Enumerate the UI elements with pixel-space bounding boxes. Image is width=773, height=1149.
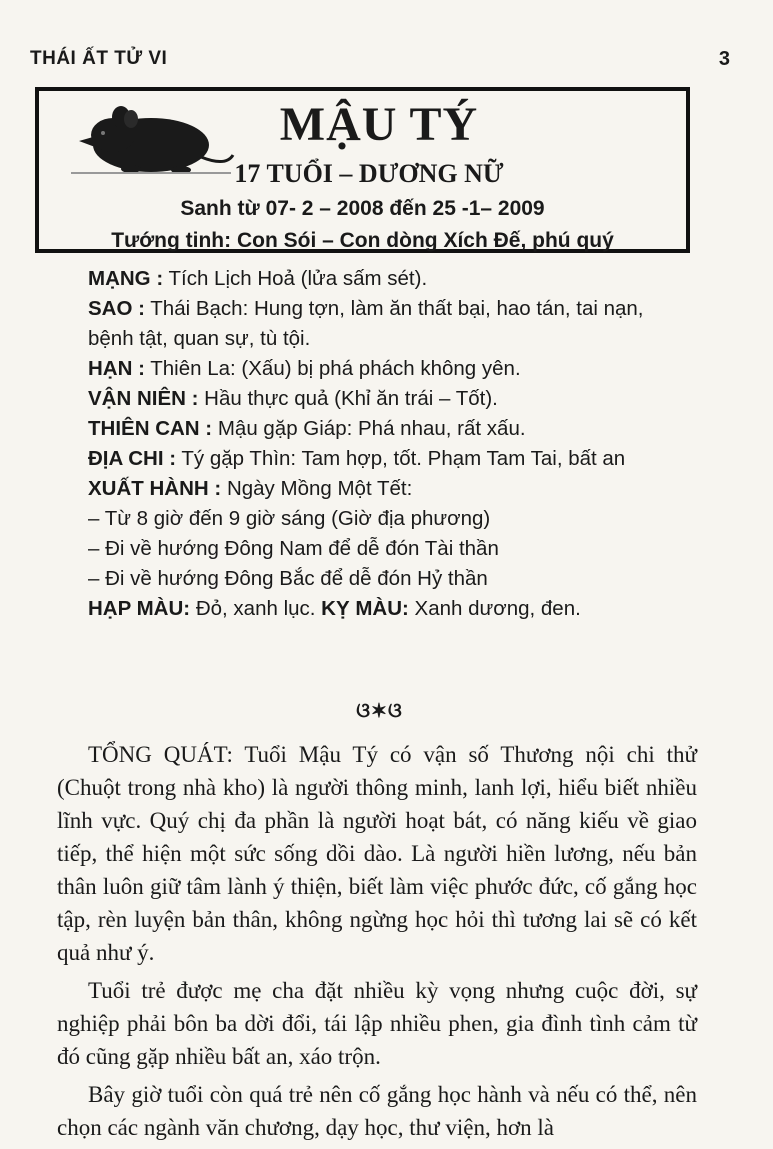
attr-key: ĐỊA CHI : [88, 447, 177, 470]
title-box [35, 87, 690, 253]
attr-key: THIÊN CAN : [88, 417, 213, 440]
attr-value: Xanh dương, đen. [408, 597, 581, 620]
paragraph: Tuổi trẻ được mẹ cha đặt nhiều kỳ vọng nhưng cuộc đời, sự nghiệp phải bôn ba dời đổi, tái lập nhiều phen, gia đình tình cảm từ đó cũng gặp nhiều bất an, xáo trộn. [57, 978, 697, 1069]
attr-line [88, 294, 728, 324]
running-header [30, 44, 730, 74]
paragraph: Bây giờ tuổi còn quá trẻ nên cố gắng học hành và nếu có thể, nên chọn các ngành văn chương, dạy học, thư viện, hơn là [57, 1082, 697, 1140]
attr-line [88, 324, 728, 354]
attr-value: – Đi về hướng Đông Nam để dễ đón Tài thần [88, 537, 499, 560]
paragraph: TỔNG QUÁT: Tuổi Mậu Tý có vận số Thương nội chi thử (Chuột trong nhà kho) là người thông minh, lanh lợi, hiểu biết nhiều lĩnh vực. Quý chị đa phần là người hoạt bát, có năng kiếu về giao tiếp, thể hiện một sức sống dồi dào. Là người hiền lương, nếu bản thân luôn giữ tâm lành ý thiện, biết làm việc phước đức, cố gắng học tập, rèn luyện bản thân, không ngừng học hỏi thì tương lai sẽ có kết quả như ý. [57, 742, 697, 965]
attr-value: Mậu gặp Giáp: Phá nhau, rất xấu. [212, 417, 526, 440]
attr-key: HẠN : [88, 357, 145, 380]
attr-value: Thiên La: (Xấu) bị phá phách không yên. [144, 357, 521, 380]
page-title: MẬU TÝ [279, 98, 479, 151]
attr-line [88, 414, 728, 444]
attr-line [88, 384, 728, 414]
body-text [57, 738, 697, 1149]
attr-value: Đỏ, xanh lục. [190, 597, 322, 620]
birth-range: Sanh từ 07- 2 – 2008 đến 25 -1– 2009 [180, 197, 545, 220]
attr-key: MẠNG : [88, 267, 164, 290]
attr-key: KỴ MÀU: [321, 597, 409, 620]
attr-key: XUẤT HÀNH : [88, 477, 222, 500]
attr-value: Tý gặp Thìn: Tam hợp, tốt. Phạm Tam Tai, bất an [176, 447, 626, 470]
attr-line [88, 444, 728, 474]
star-sign: Tướng tinh: Con Sói – Con dòng Xích Đế, phú quý [111, 229, 614, 252]
book-title: THÁI ẤT TỬ VI [30, 48, 168, 69]
attr-key: HẠP MÀU: [88, 597, 191, 620]
attr-line [88, 564, 728, 594]
attr-key: VẬN NIÊN : [88, 387, 199, 410]
attr-line [88, 504, 728, 534]
ornament-divider: ଓ✶ଓ [356, 700, 404, 722]
attr-line [88, 474, 728, 504]
attr-value: – Từ 8 giờ đến 9 giờ sáng (Giờ địa phương) [88, 507, 491, 530]
attr-value: Tích Lịch Hoả (lửa sấm sét). [163, 267, 428, 290]
page-subtitle: 17 TUỔI – DƯƠNG NỮ [234, 159, 504, 188]
attr-line [88, 264, 728, 294]
page-number: 3 [718, 48, 730, 70]
attr-line [88, 534, 728, 564]
attr-key: SAO : [88, 297, 145, 320]
color-line [88, 594, 728, 624]
attr-value: Ngày Mồng Một Tết: [221, 477, 413, 500]
attr-value: Thái Bạch: Hung tợn, làm ăn thất bại, hao tán, tai nạn, [144, 297, 644, 320]
attr-value: Hầu thực quả (Khỉ ăn trái – Tốt). [198, 387, 498, 410]
attr-value: bệnh tật, quan sự, tù tội. [88, 327, 311, 350]
attribute-list [88, 264, 728, 624]
attr-line [88, 354, 728, 384]
attr-value: – Đi về hướng Đông Bắc để dễ đón Hỷ thần [88, 567, 488, 590]
